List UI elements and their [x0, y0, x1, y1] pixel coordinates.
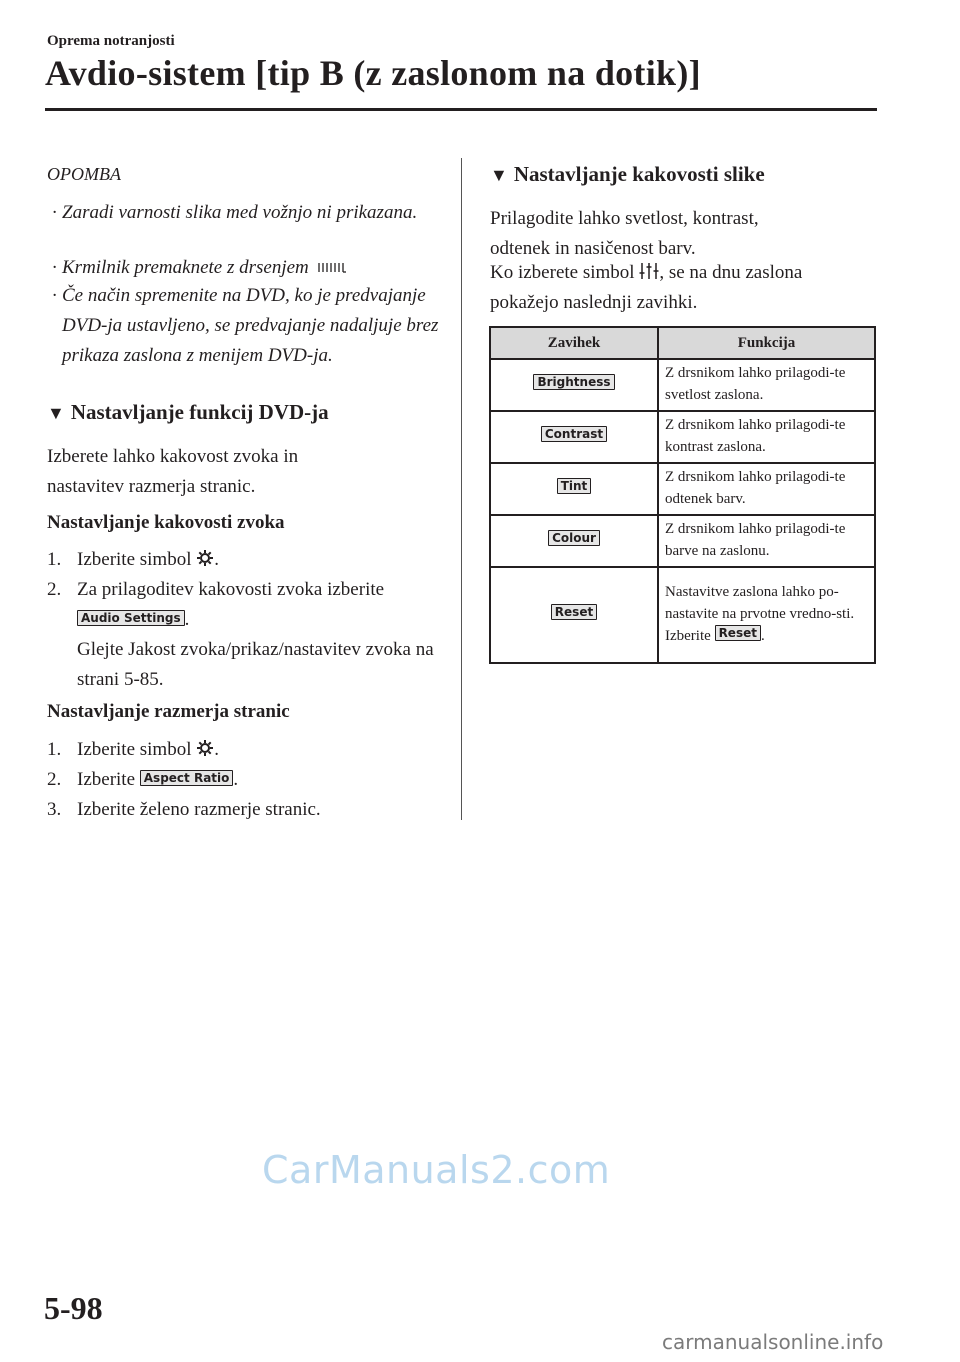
slide-controller-icon: [317, 260, 347, 274]
step-reference: [47, 635, 447, 695]
step: 1. Izberite simbol .: [47, 545, 447, 575]
note-item: [52, 281, 452, 371]
contrast-tab: Contrast: [541, 426, 607, 442]
bullet: ·: [52, 257, 57, 278]
step: 1. Izberite simbol .: [47, 735, 447, 765]
table-row: [490, 411, 875, 463]
column-header-function: Funkcija: [658, 327, 875, 359]
picture-heading: [490, 162, 765, 187]
table-header-row: [490, 327, 875, 359]
reset-tab: Reset: [551, 604, 597, 620]
table-row: [490, 515, 875, 567]
aspect-heading: Nastavljanje razmerja stranic: [47, 701, 290, 722]
step: 2. Izberite Aspect Ratio .: [47, 765, 447, 795]
aspect-ratio-button: Aspect Ratio: [140, 770, 234, 786]
step-number: 2.: [47, 769, 62, 790]
note-item-text: Zaradi varnosti slika med vožnjo ni prikazana.: [62, 202, 418, 223]
note-title: OPOMBA: [47, 164, 121, 184]
picture-heading-text: Nastavljanje kakovosti slike: [513, 162, 765, 186]
note-item-text: Če način spremenite na DVD, ko je predvajanje DVD-ja ustavljeno, se predvajanje nadaljuje brez prikaza zaslona z menijem DVD-ja.: [62, 285, 439, 366]
function-cell: Nastavitve zaslona lahko po-nastavite na prvotne vredno-sti. Izberite Reset .: [658, 567, 875, 663]
column-header-tab: Zavihek: [490, 327, 658, 359]
reference-text: Glejte Jakost zvoka/prikaz/nastavitev zvoka na strani 5-85.: [77, 639, 434, 690]
function-cell: Z drsnikom lahko prilagodi-te kontrast zaslona.: [658, 411, 875, 463]
table-row: [490, 463, 875, 515]
bullet: ·: [52, 202, 57, 223]
note-item: [52, 198, 452, 228]
step-number: 3.: [47, 799, 62, 820]
intro-text: Ko izberete simbol: [490, 262, 635, 283]
step-number: 2.: [47, 579, 62, 600]
gear-icon: [196, 549, 214, 567]
brightness-tab: Brightness: [533, 374, 614, 390]
triangle-icon: ▼: [47, 403, 65, 423]
audio-settings-button: Audio Settings: [77, 610, 185, 626]
step-number: 1.: [47, 739, 62, 760]
column-divider: [461, 158, 462, 820]
section-label: Oprema notranjosti: [47, 33, 175, 49]
step-text: Za prilagoditev kakovosti zvoka izberite: [77, 579, 385, 600]
function-text: Nastavitve zaslona lahko po-nastavite na prvotne vredno-sti.: [665, 584, 855, 622]
step-text: Izberite: [77, 769, 136, 790]
function-cell: Z drsnikom lahko prilagodi-te svetlost zaslona.: [658, 359, 875, 411]
title-rule: [45, 108, 877, 111]
step-number: 1.: [47, 549, 62, 570]
dvd-heading-text: Nastavljanje funkcij DVD-ja: [70, 400, 329, 424]
bullet: ·: [52, 285, 57, 306]
function-cell: Z drsnikom lahko prilagodi-te odtenek barv.: [658, 463, 875, 515]
function-cell: Z drsnikom lahko prilagodi-te barve na zaslonu.: [658, 515, 875, 567]
footer-watermark: carmanualsonline.info: [662, 1330, 884, 1354]
function-text: Izberite: [665, 628, 711, 644]
chapter-title: Avdio-sistem [tip B (z zaslonom na dotik)]: [45, 53, 701, 93]
step-text: Izberite simbol: [77, 739, 192, 760]
picture-intro-2: [490, 258, 870, 318]
dvd-intro: Izberete lahko kakovost zvoka in nastavitev razmerja stranic.: [47, 446, 299, 497]
note-item: [52, 253, 452, 283]
colour-tab: Colour: [548, 530, 600, 546]
note-item-text: Krmilnik premaknete z drsenjem: [62, 257, 309, 278]
reset-button: Reset: [715, 625, 761, 641]
step: [47, 795, 447, 825]
gear-icon: [196, 739, 214, 757]
tint-tab: Tint: [557, 478, 592, 494]
watermark: CarManuals2.com: [262, 1148, 611, 1192]
picture-settings-icon: [639, 262, 659, 280]
table-row: [490, 359, 875, 411]
table-row: [490, 567, 875, 663]
picture-intro: Prilagodite lahko svetlost, kontrast, odtenek in nasičenost barv.: [490, 208, 759, 259]
dvd-heading: [47, 400, 329, 425]
sound-heading: Nastavljanje kakovosti zvoka: [47, 512, 285, 533]
page-number: 5-98: [44, 1290, 103, 1326]
intro-text: , se na dnu zaslona pokažejo naslednji zavihki.: [490, 262, 803, 313]
step-text: Izberite simbol: [77, 549, 192, 570]
step-text: Izberite želeno razmerje stranic.: [77, 799, 321, 820]
tabs-table: [489, 326, 876, 664]
step: 2. Za prilagoditev kakovosti zvoka izberite Audio Settings .: [47, 575, 447, 635]
triangle-icon: ▼: [490, 165, 508, 185]
